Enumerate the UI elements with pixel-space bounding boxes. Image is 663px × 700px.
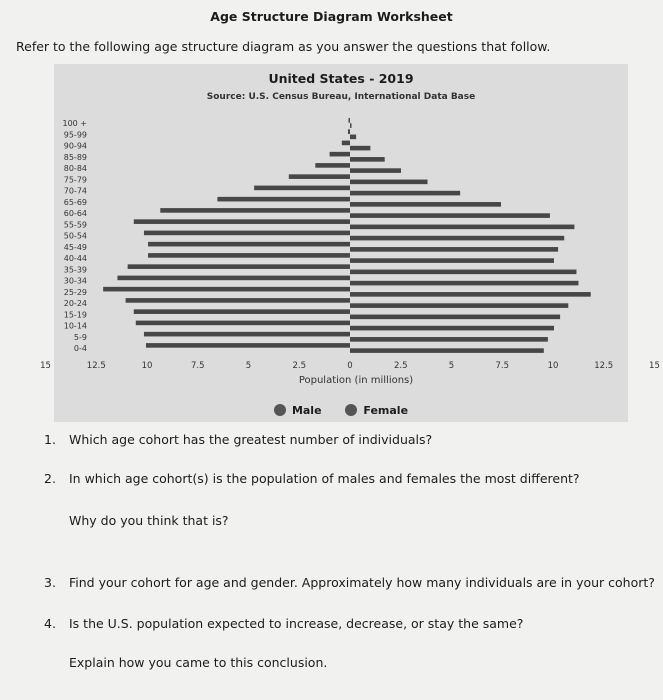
y-tick-label: 95-99 xyxy=(63,130,87,140)
worksheet-title: Age Structure Diagram Worksheet xyxy=(210,9,453,24)
chart-source: Source: U.S. Census Bureau, International Data Base xyxy=(206,92,476,102)
y-tick-label: 85-89 xyxy=(63,152,87,162)
x-tick-label: 15 xyxy=(40,361,51,371)
x-tick-label: 7.5 xyxy=(495,361,510,371)
y-tick-label: 10-14 xyxy=(63,321,87,331)
question-2-number: 2. xyxy=(44,471,56,486)
y-tick-label: 45-49 xyxy=(63,242,87,252)
x-tick-label: 7.5 xyxy=(190,361,205,371)
y-tick-label: 15-19 xyxy=(63,310,87,320)
x-axis-title: Population (in millions) xyxy=(298,375,414,386)
legend-label-female: Female xyxy=(363,404,409,417)
question-2-text: In which age cohort(s) is the population of males and females the most different? xyxy=(69,471,580,486)
legend-label-male: Male xyxy=(291,404,322,417)
question-2-followup: Why do you think that is? xyxy=(69,513,229,528)
y-tick-label: 20-24 xyxy=(63,299,87,308)
x-tick-label: 2.5 xyxy=(292,361,307,371)
question-1-number: 1. xyxy=(44,432,56,447)
x-tick-label: 12.5 xyxy=(86,361,106,371)
y-tick-label: 70-74 xyxy=(63,186,87,196)
question-3-text: Find your cohort for age and gender. Approximately how many individuals are in your cohort? xyxy=(69,575,655,590)
y-tick-label: 65-69 xyxy=(63,197,87,207)
y-tick-label: 30-34 xyxy=(63,276,87,286)
x-tick-label: 15 xyxy=(649,361,660,371)
y-tick-label: 35-39 xyxy=(63,265,87,275)
y-tick-label: 100 + xyxy=(62,119,87,128)
y-tick-label: 25-29 xyxy=(63,287,87,297)
question-3-number: 3. xyxy=(44,575,56,590)
y-tick-label: 5-9 xyxy=(73,332,87,342)
x-tick-label: 2.5 xyxy=(393,361,408,371)
x-tick-label: 10 xyxy=(141,361,153,371)
x-tick-label: 5 xyxy=(448,361,455,371)
x-tick-label: 12.5 xyxy=(594,361,614,371)
y-tick-label: 75-79 xyxy=(63,175,87,185)
y-tick-label: 90-94 xyxy=(63,141,87,151)
instructions-text: Refer to the following age structure diagram as you answer the questions that follow. xyxy=(16,39,551,54)
y-tick-label: 80-84 xyxy=(63,164,87,173)
x-tick-label: 0 xyxy=(347,361,353,371)
y-tick-label: 50-54 xyxy=(63,231,87,241)
chart-title: United States - 2019 xyxy=(268,71,414,86)
y-tick-label: 60-64 xyxy=(63,209,87,218)
y-tick-label: 0-4 xyxy=(73,344,87,353)
question-4-followup: Explain how you came to this conclusion. xyxy=(69,655,328,670)
x-tick-label: 5 xyxy=(245,361,252,371)
y-tick-label: 40-44 xyxy=(63,254,87,263)
question-4-number: 4. xyxy=(44,616,56,631)
question-4-text: Is the U.S. population expected to increase, decrease, or stay the same? xyxy=(69,616,524,631)
y-tick-label: 55-59 xyxy=(63,220,87,230)
question-1-text: Which age cohort has the greatest number of individuals? xyxy=(69,432,433,447)
x-tick-label: 10 xyxy=(547,361,559,371)
